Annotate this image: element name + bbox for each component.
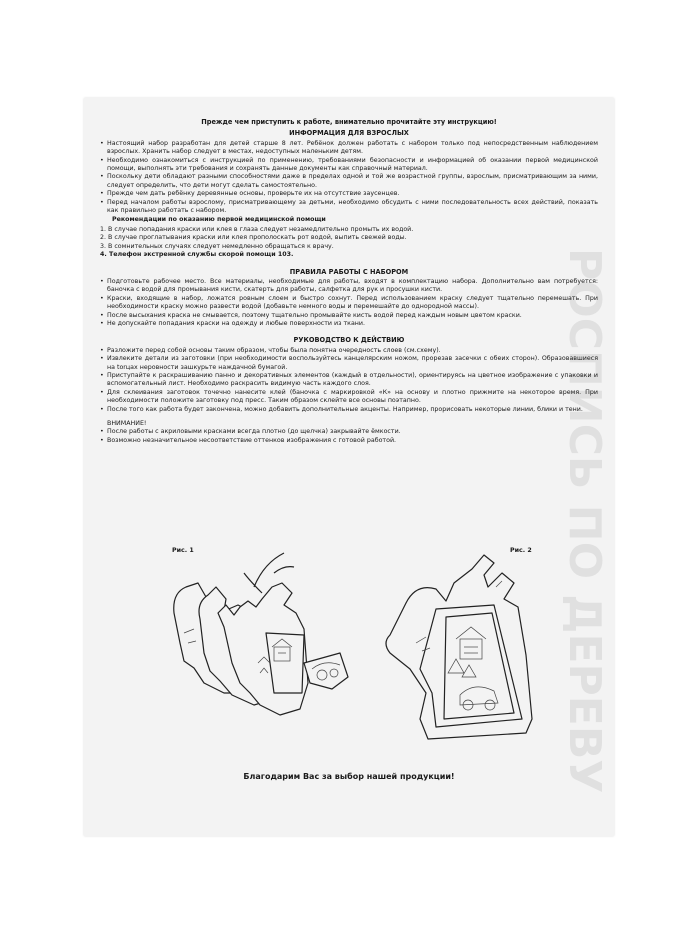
warning-title: ВНИМАНИЕ! [107,420,147,427]
instruction-text [100,118,598,445]
first-aid-list [100,226,598,260]
list-item: 3. В сомнительных случаях следует немедленно обращаться к врачу. [100,242,334,250]
list-item: • После работы с акриловыми красками всегда плотно (до щелчка) закрывайте ёмкости. [100,428,598,436]
rules-list [100,278,598,328]
list-item: • Разложите перед собой основы таким образом, чтобы была понятна очередность слоев (см.схему). [100,347,598,355]
emergency-phone: 4. Телефон экстренной службы скорой помощи 103. [100,251,294,259]
instruction-sheet [84,98,614,836]
list-item: • Извлеките детали из заготовки (при необходимости воспользуйтесь канцелярским ножом, прорезав засечки с обеих сторон). Образовавшиеся на torцах неровности зашкурьте наждачной бумагой. [100,355,598,372]
thank-you-message: Благодарим Вас за выбор нашей продукции! [243,772,455,781]
list-item: 1. В случае попадания краски или клея в глаза следует незамедлительно промыть их водой. [100,225,414,233]
list-item: • Прежде чем дать ребёнку деревянные основы, проверьте их на отсутствие заусенцев. [100,190,598,198]
section-title-adults: ИНФОРМАЦИЯ ДЛЯ ВЗРОСЛЫХ [289,129,409,138]
figure-2-label: Рис. 2 [510,547,532,554]
assembly-figures [144,543,574,753]
list-item: • Необходимо ознакомиться с инструкцией по применению, требованиями безопасности и информацией об оказании первой медицинской помощи, выполнять эти требования и сохранять данные документы как справочный материал. [100,157,598,174]
list-item: • Настоящий набор разработан для детей старше 8 лет. Ребёнок должен работать с набором только под непосредственным наблюдением взрослых. Хранить набор следует в местах, недоступных маленьким детям. [100,140,598,157]
list-item: • Краски, входящие в набор, ложатся ровным слоем и быстро сохнут. Перед использованием краску следует тщательно перемешать. При необходимости краску можно развести водой (добавьте немного воды и перемешайте до однородной массы). [100,295,598,312]
section-title-guide: РУКОВОДСТВО К ДЕЙСТВИЮ [293,336,405,345]
list-item: • После того как работа будет закончена, можно добавить дополнительные акценты. Например, прорисовать некоторые линии, блики и тени. [100,406,598,414]
list-item: • Подготовьте рабочее место. Все материалы, необходимые для работы, входят в комплектацию набора. Дополнительно вам потребуется: баночка с водой для промывания кисти, скатерть для работы, салфетка для рук и просушки кисти. [100,278,598,295]
section-title-rules: ПРАВИЛА РАБОТЫ С НАБОРОМ [289,267,409,276]
first-aid-title: Рекомендации по оказанию первой медицинской помощи [112,216,326,224]
list-item: • Приступайте к раскрашиванию панно и декоративных элементов (каждый в отдельности), ориентируясь на цветное изображение с упаковки и вспомогательный лист. Необходимо раскрасить видимую часть каждого слоя. [100,372,598,389]
list-item: • После высыхания краска не смывается, поэтому тщательно промывайте кисть водой перед каждым новым цветом краски. [100,312,598,320]
figure-1-exploded-layers [154,543,354,753]
list-item: • Поскольку дети обладают разными способностями даже в пределах одной и той же возрастной группы, взрослым, присматривающим за ними, следует определить, что дети могут сделать самостоятельно. [100,173,598,190]
guide-list [100,347,598,414]
list-item: • Не допускайте попадания краски на одежду и любые поверхности из ткани. [100,320,598,328]
list-item: • Возможно незначительное несоответствие оттенков изображения с готовой работой. [100,437,598,445]
figure-2-assembled-panel [376,543,556,753]
list-item: • Для склеивания заготовок точечно нанесите клей (баночка с маркировкой «К» на основу и плотно прижмите на некоторое время. При необходимости положите заготовку под пресс. Таким образом склейте все основы поэтапно. [100,389,598,406]
intro-warning: Прежде чем приступить к работе, внимательно прочитайте эту инструкцию! [201,118,497,126]
warning-list [100,428,598,445]
watermark-shadow: РОСПИСЬ ПО ДЕРЕВУ [559,248,610,794]
list-item: • Перед началом работы взрослому, присматривающему за детьми, необходимо обсудить с ними последовательность всех действий, показать как правильно работать с набором. [100,199,598,216]
adult-info-list [100,140,598,216]
list-item: 2. В случае проглатывания краски или клея прополоскать рот водой, выпить свежей воды. [100,234,407,242]
figure-1-label: Рис. 1 [172,547,194,554]
